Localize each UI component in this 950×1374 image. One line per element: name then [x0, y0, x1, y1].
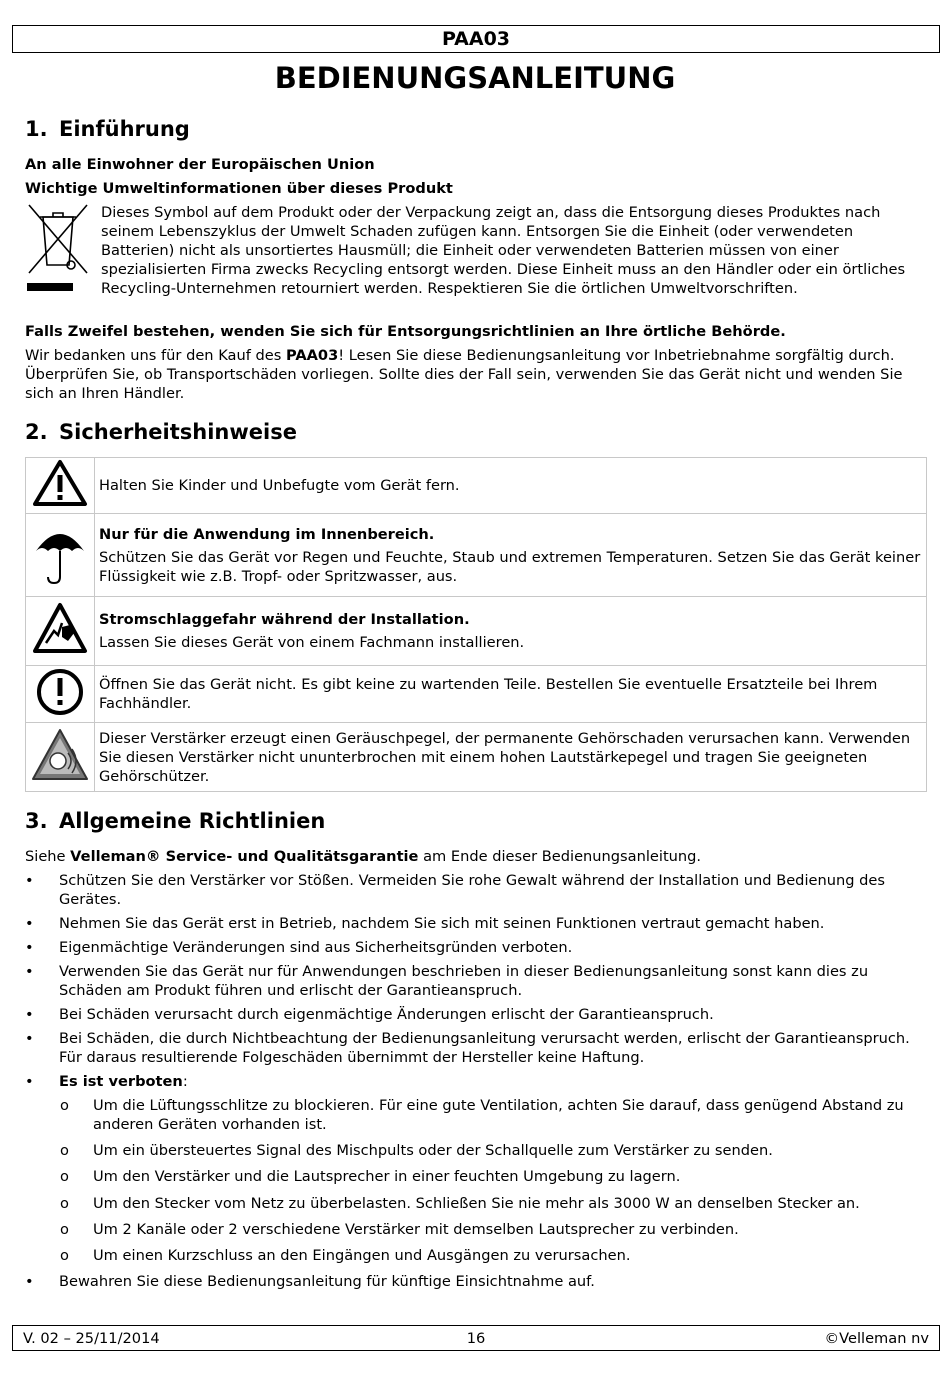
guarantee-name: Velleman® Service- und Qualitätsgarantie: [70, 848, 419, 865]
thanks-post: ! Lesen Sie diese Bedienungsanleitung vor Inbetriebnahme sorgfältig durch. Überprüfen Sie, ob Transportschäden vorliegen. Sollte dies der Fall sein, verwenden Sie das Gerät nicht und wenden Sie sich an Ihren Händler.: [25, 347, 903, 402]
safety-bold: Stromschlaggefahr während der Installation.: [99, 611, 470, 628]
safety-text: Halten Sie Kinder und Unbefugte vom Gerät fern.: [99, 477, 460, 494]
safety-bold: Nur für die Anwendung im Innenbereich.: [99, 525, 435, 543]
section-number: 3.: [25, 809, 48, 833]
section-title: Sicherheitshinweise: [59, 420, 297, 444]
list-item-text: Verwenden Sie das Gerät nur für Anwendungen beschrieben in dieser Bedienungsanleitung sonst kann dies zu Schäden am Produkt führen und erlischt der Garantieanspruch.: [59, 963, 869, 999]
forbidden-colon: :: [182, 1073, 188, 1090]
thanks-paragraph: [25, 346, 925, 403]
env-title: Wichtige Umweltinformationen über dieses Produkt: [25, 180, 453, 197]
safety-icon-cell: [26, 514, 95, 597]
bullet: •: [25, 939, 34, 956]
bullet: •: [25, 1273, 34, 1290]
thanks-model: PAA03: [285, 347, 339, 364]
list-item-text: Eigenmächtige Veränderungen sind aus Sicherheitsgründen verboten.: [59, 939, 573, 956]
sub-item-text: Um den Stecker vom Netz zu überbelasten. Schließen Sie nie mehr als 3000 W an denselben Stecker an.: [93, 1195, 860, 1212]
list-item-text: Bei Schäden, die durch Nichtbeachtung der Bedienungsanleitung verursacht werden, erlischt der Garantieanspruch. Für daraus resultierende Folgeschäden übernimmt der Hersteller keine Haftung.: [59, 1030, 910, 1066]
sub-item-text: Um die Lüftungsschlitze zu blockieren. Für eine gute Ventilation, achten Sie darauf, dass genügend Abstand zu anderen Geräten vorhanden ist.: [93, 1097, 904, 1133]
footer: [12, 1325, 940, 1351]
safety-icon-cell: [26, 458, 95, 514]
list-item-text: Schützen Sie den Verstärker vor Stößen. Vermeiden Sie rohe Gewalt während der Installation und Bedienung des Gerätes.: [59, 872, 885, 908]
header-model: PAA03: [441, 28, 511, 50]
section-number: 2.: [25, 420, 48, 444]
intro-pre: Siehe: [25, 848, 71, 865]
footer-page-number: 16: [466, 1330, 486, 1347]
weee-paragraph: Dieses Symbol auf dem Produkt oder der Verpackung zeigt an, dass die Entsorgung dieses Produktes nach seinem Lebenszyklus der Umwelt Schaden zufügen kann. Entsorgen Sie die Einheit (oder verwendeten Batterien) nicht als unsortiertes Hausmüll; die Einheit oder verwendeten Batterien müssen von einer spezialisierten Firma zwecks Recycling entsorgt werden. Diese Einheit muss an den Händler oder ein örtliches Recycling-Unternehmen retourniert werden. Respektieren Sie die örtlichen Umweltvorschriften.: [101, 204, 906, 297]
list-item-text: [59, 1072, 927, 1091]
bullet: •: [25, 1030, 34, 1047]
safety-table: [25, 457, 927, 792]
sub-bullet: o: [60, 1195, 69, 1212]
intro-post: am Ende dieser Bedienungsanleitung.: [418, 848, 702, 865]
safety-row: [26, 666, 927, 723]
sub-bullet: o: [60, 1168, 69, 1185]
sub-item-text: Um den Verstärker und die Lautsprecher in einer feuchten Umgebung zu lagern.: [93, 1168, 681, 1185]
umbrella-icon: [32, 521, 88, 585]
safety-icon-cell: [26, 723, 95, 792]
sub-bullet: o: [60, 1247, 69, 1264]
eu-title: An alle Einwohner der Europäischen Union: [25, 156, 375, 173]
section-1-heading: [25, 116, 190, 142]
thanks-pre: Wir bedanken uns für den Kauf des: [25, 347, 286, 364]
hearing-damage-icon: [30, 727, 90, 783]
safety-text: Lassen Sie dieses Gerät von einem Fachmann installieren.: [99, 634, 525, 651]
safety-icon-cell: [26, 666, 95, 723]
bullet: •: [25, 1073, 34, 1090]
list-item-text: Bewahren Sie diese Bedienungsanleitung für künftige Einsichtnahme auf.: [59, 1273, 595, 1290]
sub-bullet: o: [60, 1221, 69, 1238]
sub-item-text: Um 2 Kanäle oder 2 verschiedene Verstärker mit demselben Lautsprecher zu verbinden.: [93, 1221, 739, 1238]
bullet: •: [25, 1006, 34, 1023]
safety-text: Öffnen Sie das Gerät nicht. Es gibt keine zu wartenden Teile. Bestellen Sie eventuelle Ersatzteile bei Ihrem Fachhändler.: [99, 676, 878, 712]
safety-row: [26, 514, 927, 597]
safety-text-cell: [95, 458, 927, 514]
sub-bullet: o: [60, 1142, 69, 1159]
safety-icon-cell: [26, 597, 95, 666]
exclamation-circle-icon: [35, 667, 85, 717]
bullet: •: [25, 872, 34, 889]
sub-bullet: o: [60, 1097, 69, 1114]
header-model-box: [12, 25, 940, 53]
section-2-heading: [25, 419, 297, 445]
safety-row: [26, 723, 927, 792]
guarantee-intro: [25, 847, 925, 866]
warning-triangle-icon: [32, 458, 88, 508]
bullet: •: [25, 963, 34, 980]
electric-shock-icon: [32, 601, 88, 657]
safety-text-cell: [95, 597, 927, 666]
safety-text: Dieser Verstärker erzeugt einen Geräuschpegel, der permanente Gehörschaden verursachen kann. Verwenden Sie diesen Verstärker nicht ununterbrochen mit einem hohen Lautstärkepegel und tragen Sie geeigneten Gehörschützer.: [99, 729, 911, 785]
safety-text-cell: [95, 723, 927, 792]
footer-copyright: ©Velleman nv: [824, 1330, 929, 1347]
safety-text-cell: [95, 666, 927, 723]
list-item-text: Nehmen Sie das Gerät erst in Betrieb, nachdem Sie sich mit seinen Funktionen vertraut gemacht haben.: [59, 915, 825, 932]
section-title: Einführung: [59, 117, 190, 141]
safety-row: [26, 458, 927, 514]
doubt-note: Falls Zweifel bestehen, wenden Sie sich für Entsorgungsrichtlinien an Ihre örtliche Behörde.: [25, 323, 786, 340]
footer-version: V. 02 – 25/11/2014: [23, 1330, 160, 1347]
section-3-heading: [25, 808, 325, 834]
forbidden-label: Es ist verboten: [59, 1073, 183, 1090]
safety-text-cell: [95, 514, 927, 597]
sub-item-text: Um einen Kurzschluss an den Eingängen und Ausgängen zu verursachen.: [93, 1247, 631, 1264]
safety-text: Schützen Sie das Gerät vor Regen und Feuchte, Staub und extremen Temperaturen. Setzen Sie das Gerät keiner Flüssigkeit wie z.B. Tropf- oder Spritzwasser, aus.: [99, 548, 921, 585]
document-title: BEDIENUNGSANLEITUNG: [274, 61, 676, 95]
bullet: •: [25, 915, 34, 932]
section-title: Allgemeine Richtlinien: [59, 809, 326, 833]
weee-text: [25, 203, 925, 298]
section-number: 1.: [25, 117, 48, 141]
sub-item-text: Um ein übersteuertes Signal des Mischpults oder der Schallquelle zum Verstärker zu senden.: [93, 1142, 773, 1159]
safety-row: [26, 597, 927, 666]
list-item-text: Bei Schäden verursacht durch eigenmächtige Änderungen erlischt der Garantieanspruch.: [59, 1006, 714, 1023]
